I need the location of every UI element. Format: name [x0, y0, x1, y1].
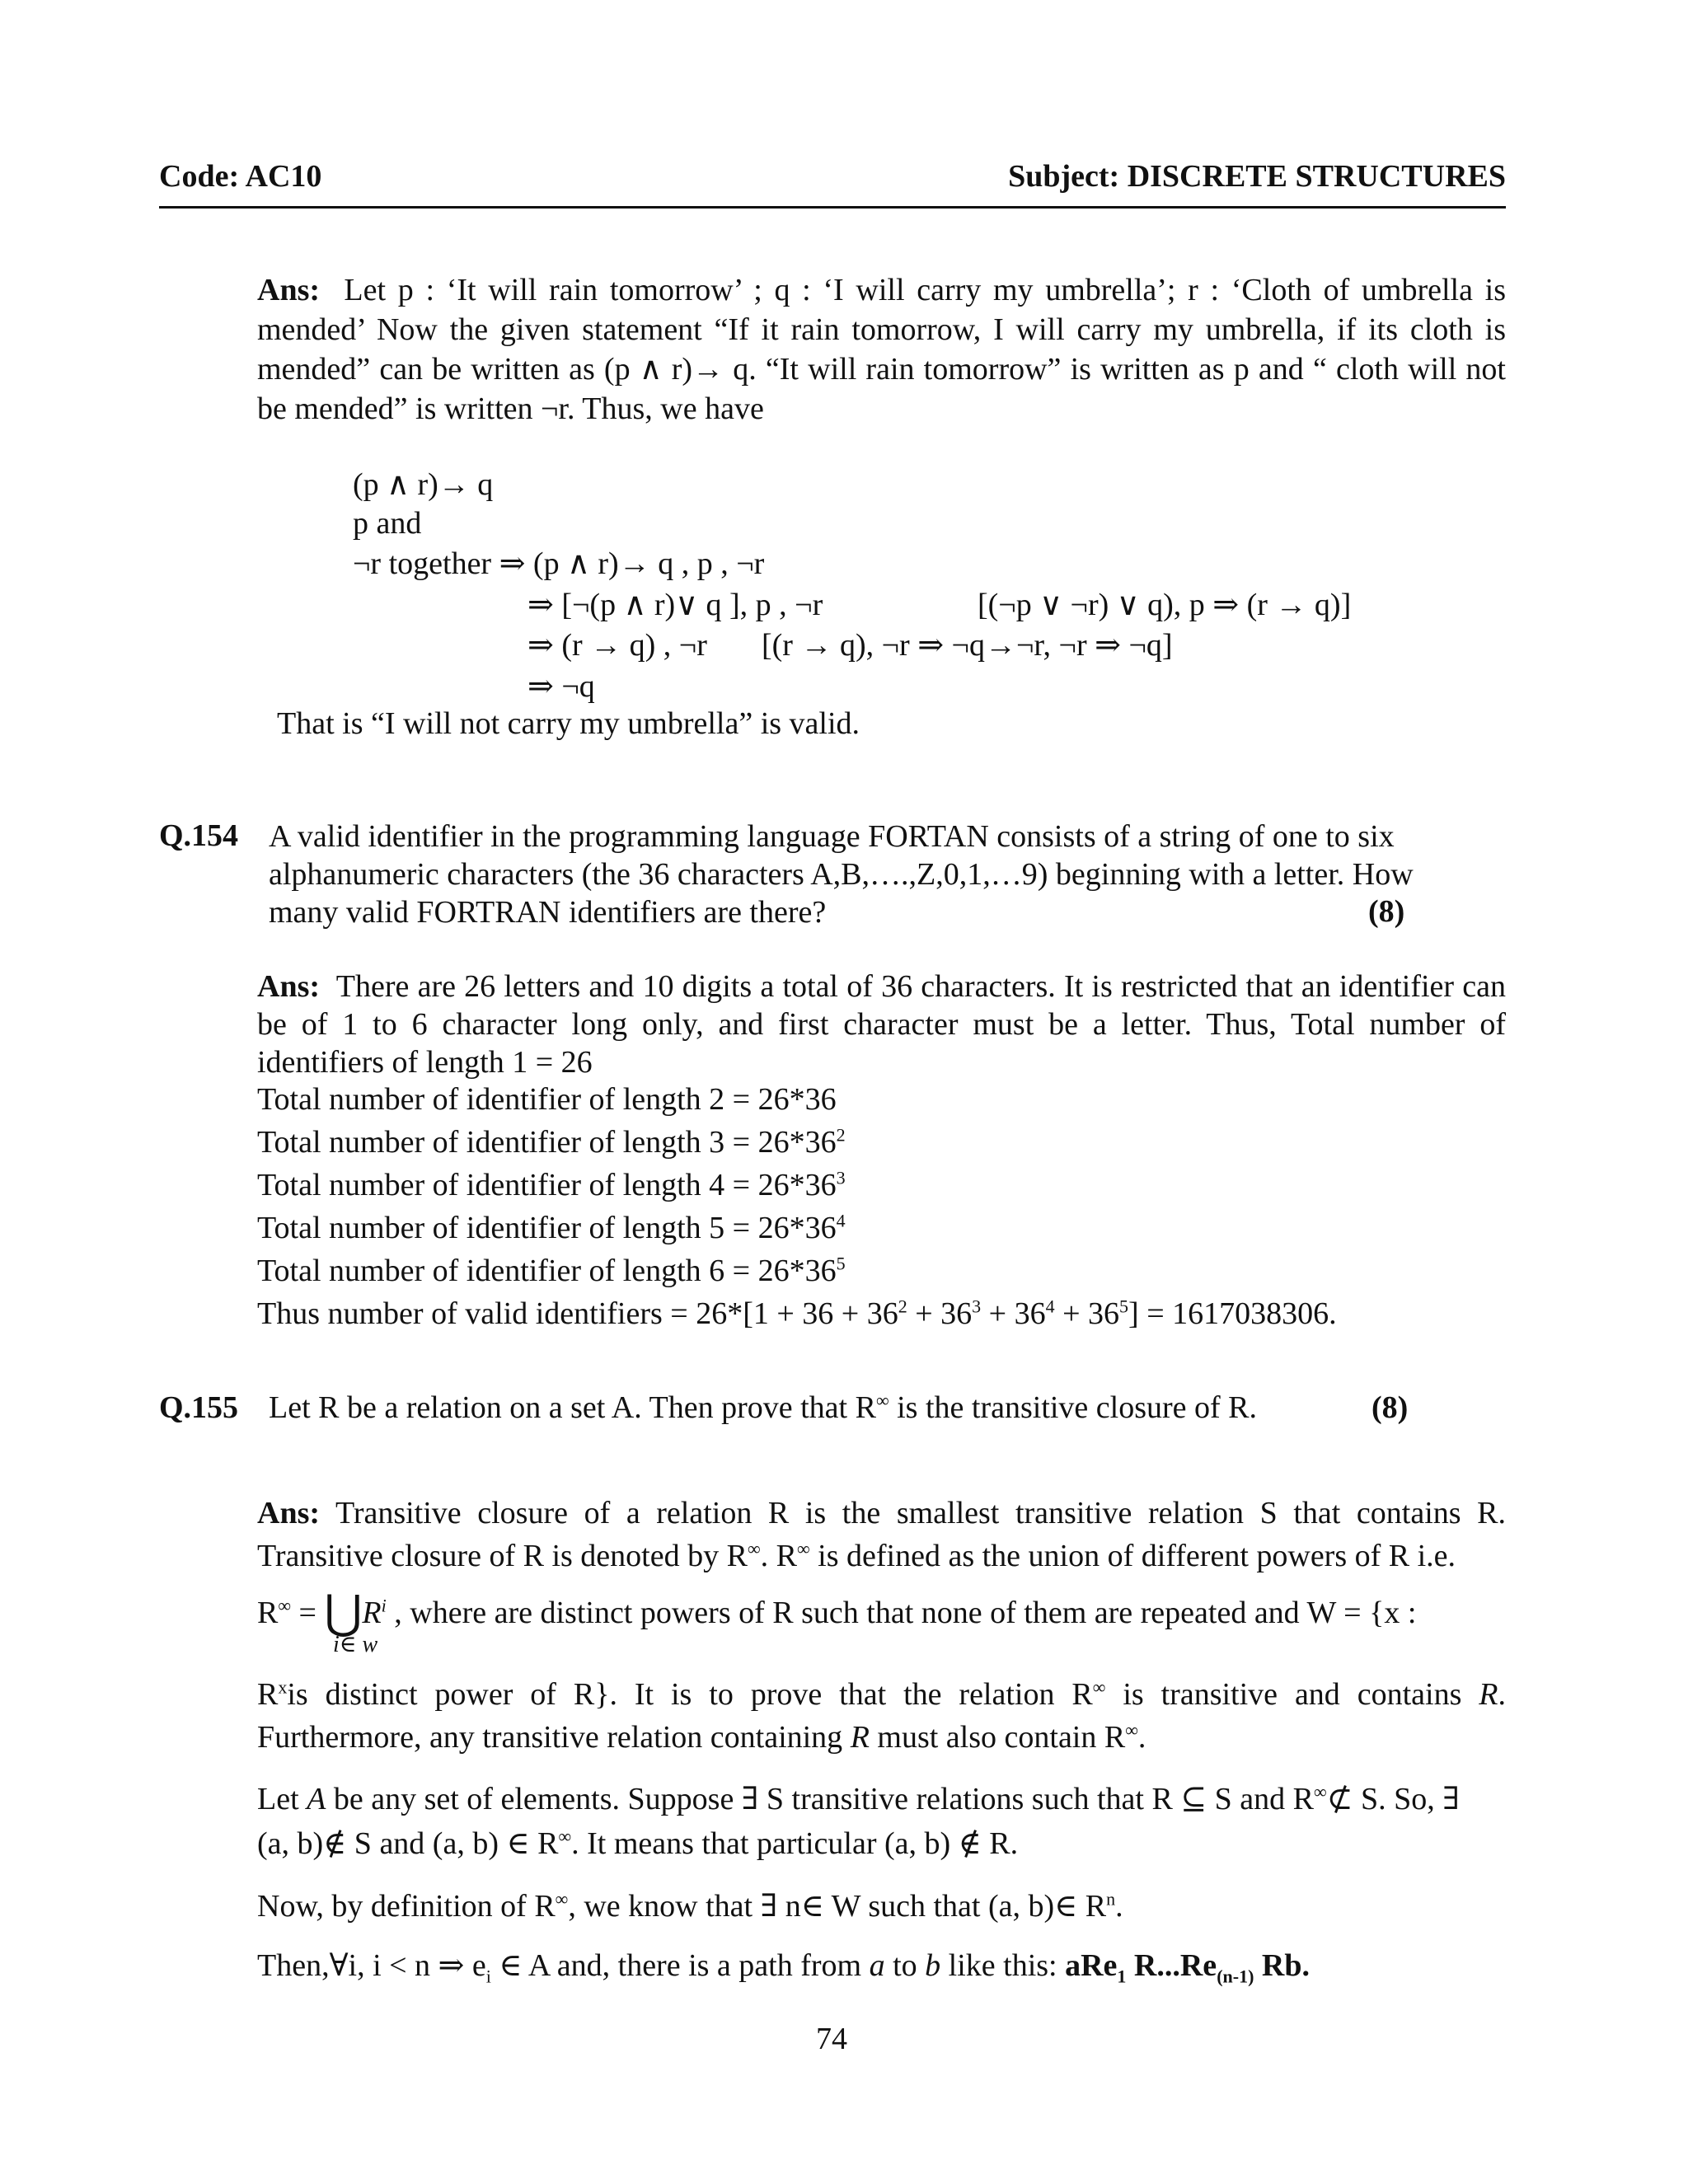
q155-p9e: b — [925, 1948, 941, 1983]
q155-p8b: , we know that ∃ n∈ W such that (a, b)∈ R — [568, 1889, 1107, 1924]
q155-p4a: R — [257, 1677, 279, 1712]
q155-p8-inf: ∞ — [555, 1888, 569, 1910]
q155-p7b: . It means that particular (a, b) ∉ R. — [571, 1826, 1019, 1861]
q154-line-6-text: Total number of identifier of length 6 = 26*36 — [257, 1254, 837, 1288]
q154-line-4-exp: 3 — [836, 1167, 846, 1188]
q155-p8a: Now, by definition of R — [257, 1889, 556, 1924]
q154-total-term5: + 36 — [1054, 1296, 1120, 1331]
q154-total-suffix: ] = 1617038306. — [1128, 1296, 1337, 1331]
q155-p6b: A — [307, 1782, 326, 1816]
q154-line-4 — [257, 1167, 846, 1203]
q154-answer — [257, 968, 1506, 1081]
ans153-step-1: (p ∧ r)→ q — [353, 467, 494, 502]
q155-p5d: . — [1137, 1720, 1146, 1755]
q154-total-exp5: 5 — [1119, 1296, 1129, 1317]
q155-p9k: Rb. — [1254, 1948, 1310, 1983]
q154-line-2 — [257, 1081, 837, 1118]
q155-p2a: Transitive closure of R is denoted by R — [257, 1539, 748, 1573]
q155-p4c: is transitive and contains — [1105, 1677, 1479, 1712]
q155-p5b: R — [850, 1720, 870, 1755]
q154-ans-label: Ans: — [257, 969, 321, 1004]
q154-total-exp2: 2 — [898, 1296, 907, 1317]
ans153-label: Ans: — [257, 273, 321, 307]
q155-ans-line-1 — [257, 1495, 1506, 1531]
q154-total-term4: + 36 — [981, 1296, 1046, 1331]
q154-number: Q.154 — [159, 818, 239, 853]
q155-p9g1: 1 — [1117, 1966, 1127, 1987]
header-code: Code: AC10 — [159, 159, 322, 194]
q155-p9c: a — [869, 1948, 885, 1983]
q155-p9d: to — [884, 1948, 926, 1983]
q155-cup-subscript: i∈ w — [333, 1632, 378, 1657]
q155-p3b: = — [291, 1596, 325, 1630]
q155-p4d: R — [1479, 1677, 1498, 1712]
q155-p4e: . — [1498, 1677, 1506, 1712]
q155-p4-inf: ∞ — [1092, 1676, 1106, 1698]
q154-total-exp4: 4 — [1045, 1296, 1055, 1317]
q154-total — [257, 1296, 1337, 1332]
q155-marks: (8) — [1372, 1390, 1409, 1425]
q155-p9hs: (n-1) — [1217, 1966, 1254, 1987]
q154-total-exp3: 3 — [972, 1296, 982, 1317]
ans153-step-5: ⇒ (r → q) , ¬r — [528, 628, 707, 663]
q155-ans-line-5 — [257, 1719, 1146, 1755]
q155-p9h: R...Re — [1126, 1948, 1217, 1983]
q154-total-prefix: Thus number of valid identifiers = 26*[1 + 36 + 36 — [257, 1296, 898, 1331]
q155-number: Q.155 — [159, 1390, 239, 1425]
q155-ans-line-2 — [257, 1538, 1456, 1574]
ans153-step-2: p and — [353, 506, 422, 541]
q155-question — [269, 1390, 1257, 1426]
q155-p9g: aRe — [1065, 1948, 1118, 1983]
q154-line-4-text: Total number of identifier of length 4 = 26*36 — [257, 1168, 837, 1202]
q155-p2c: is defined as the union of different powers of R i.e. — [809, 1539, 1456, 1573]
ans153-text: Let p : ‘It will rain tomorrow’ ; q : ‘I will carry my umbrella’; r : ‘Cloth of umbrella is mended’ Now the given statement “If it rain tomorrow, I will carry my umbrella, if its cloth is mended” can be written as (p ∧ r)→ q. “It will rain tomorrow” is written as p and “ cloth will not be mended” is written ¬r. Thus, we have — [257, 273, 1507, 426]
q155-p2-inf2: ∞ — [796, 1538, 810, 1559]
q155-ans-text-1: Transitive closure of a relation R is the smallest transitive relation S that contains R. — [335, 1496, 1506, 1530]
q155-p6-inf: ∞ — [1313, 1781, 1327, 1802]
q154-line-3-text: Total number of identifier of length 3 = 26*36 — [257, 1125, 837, 1160]
q155-p9a: Then,∀i, i < n ⇒ e — [257, 1948, 486, 1983]
q155-cup-exp: i — [381, 1595, 387, 1616]
q155-ans-line-4 — [257, 1676, 1506, 1713]
q155-ans-label: Ans: — [257, 1496, 321, 1530]
q155-p6a: Let — [257, 1782, 307, 1816]
union-symbol: ⋃ — [324, 1587, 363, 1638]
q155-p7a: (a, b)∉ S and (a, b) ∈ R — [257, 1826, 559, 1861]
q154-total-term3: + 36 — [907, 1296, 973, 1331]
q155-inf: ∞ — [875, 1390, 889, 1411]
q155-question-b: is the transitive closure of R. — [889, 1390, 1258, 1425]
q154-line-3-exp: 2 — [836, 1124, 846, 1146]
q155-p3c: , where are distinct powers of R such that none of them are repeated and W = {x : — [386, 1596, 1417, 1630]
q155-cup-term: R — [362, 1596, 382, 1630]
ans153-conclusion: That is “I will not carry my umbrella” is valid. — [277, 706, 860, 741]
q155-question-a: Let R be a relation on a set A. Then prove that R — [269, 1390, 876, 1425]
q155-p2b: . R — [760, 1539, 797, 1573]
q154-question: A valid identifier in the programming language FORTAN consists of a string of one to six alphanumeric characters (the 36 characters A,B,….,Z,0,1,…9) beginning with a letter. How many valid FORTRAN identifiers are there? — [269, 819, 1414, 930]
q155-p9-i: i — [485, 1966, 491, 1987]
header-subject: Subject: DISCRETE STRUCTURES — [1008, 159, 1506, 194]
q155-ans-line-8 — [257, 1887, 1123, 1924]
q155-p8c: . — [1115, 1889, 1123, 1924]
q155-p4b: is distinct power of R}. It is to prove that the relation R — [287, 1677, 1093, 1712]
page-number: 74 — [816, 2022, 847, 2056]
q155-p9b: ∈ A and, there is a path from — [490, 1948, 870, 1983]
q155-p6c: be any set of elements. Suppose ∃ S transitive relations such that R ⊆ S and R — [326, 1782, 1314, 1816]
q155-p3a: R — [257, 1596, 279, 1630]
q154-line-3 — [257, 1124, 846, 1160]
q155-p7-inf: ∞ — [558, 1825, 572, 1847]
q154-line-5 — [257, 1210, 846, 1246]
ans153-reason-2: [(r → q), ¬r ⇒ ¬q→¬r, ¬r ⇒ ¬q] — [762, 628, 1173, 663]
q155-p6d: ⊄ S. So, ∃ — [1326, 1782, 1460, 1816]
q154-ans-text: There are 26 letters and 10 digits a total of 36 characters. It is restricted that an identifier can be of 1 to 6 character long only, and first character must be a letter. Thus, Total number of identifiers of length 1 = 26 — [257, 969, 1506, 1080]
q155-p5c: must also contain R — [869, 1720, 1126, 1755]
ans153-step-4: ⇒ [¬(p ∧ r)∨ q ], p , ¬r — [528, 588, 823, 622]
q154-line-5-exp: 4 — [836, 1210, 846, 1231]
header-rule — [159, 206, 1506, 209]
q154-line-6 — [257, 1253, 846, 1289]
ans153-step-6: ⇒ ¬q — [528, 669, 595, 704]
ans153-paragraph — [257, 270, 1506, 429]
q155-p3-inf: ∞ — [278, 1595, 292, 1616]
q155-ans-line-6 — [257, 1780, 1460, 1817]
q155-p5a: Furthermore, any transitive relation containing — [257, 1720, 851, 1755]
q155-ans-line-7 — [257, 1825, 1018, 1862]
q154-marks: (8) — [1368, 894, 1405, 929]
q155-ans-line-9 — [257, 1947, 1310, 1987]
ans153-step-3: ¬r together ⇒ (p ∧ r)→ q , p , ¬r — [353, 546, 765, 581]
q155-p4x: x — [278, 1676, 288, 1698]
q155-p2-inf1: ∞ — [747, 1538, 761, 1559]
q155-p5-inf: ∞ — [1125, 1719, 1138, 1741]
q155-ans-line-3 — [257, 1586, 1506, 1639]
q155-p9f: like this: — [940, 1948, 1066, 1983]
q155-p8-n: n — [1106, 1888, 1116, 1910]
ans153-reason-1: [(¬p ∨ ¬r) ∨ q), p ⇒ (r → q)] — [978, 588, 1352, 622]
q154-line-5-text: Total number of identifier of length 5 = 26*36 — [257, 1211, 837, 1245]
q154-line-2-text: Total number of identifier of length 2 = 26*36 — [257, 1082, 837, 1117]
q154-line-6-exp: 5 — [836, 1253, 846, 1274]
